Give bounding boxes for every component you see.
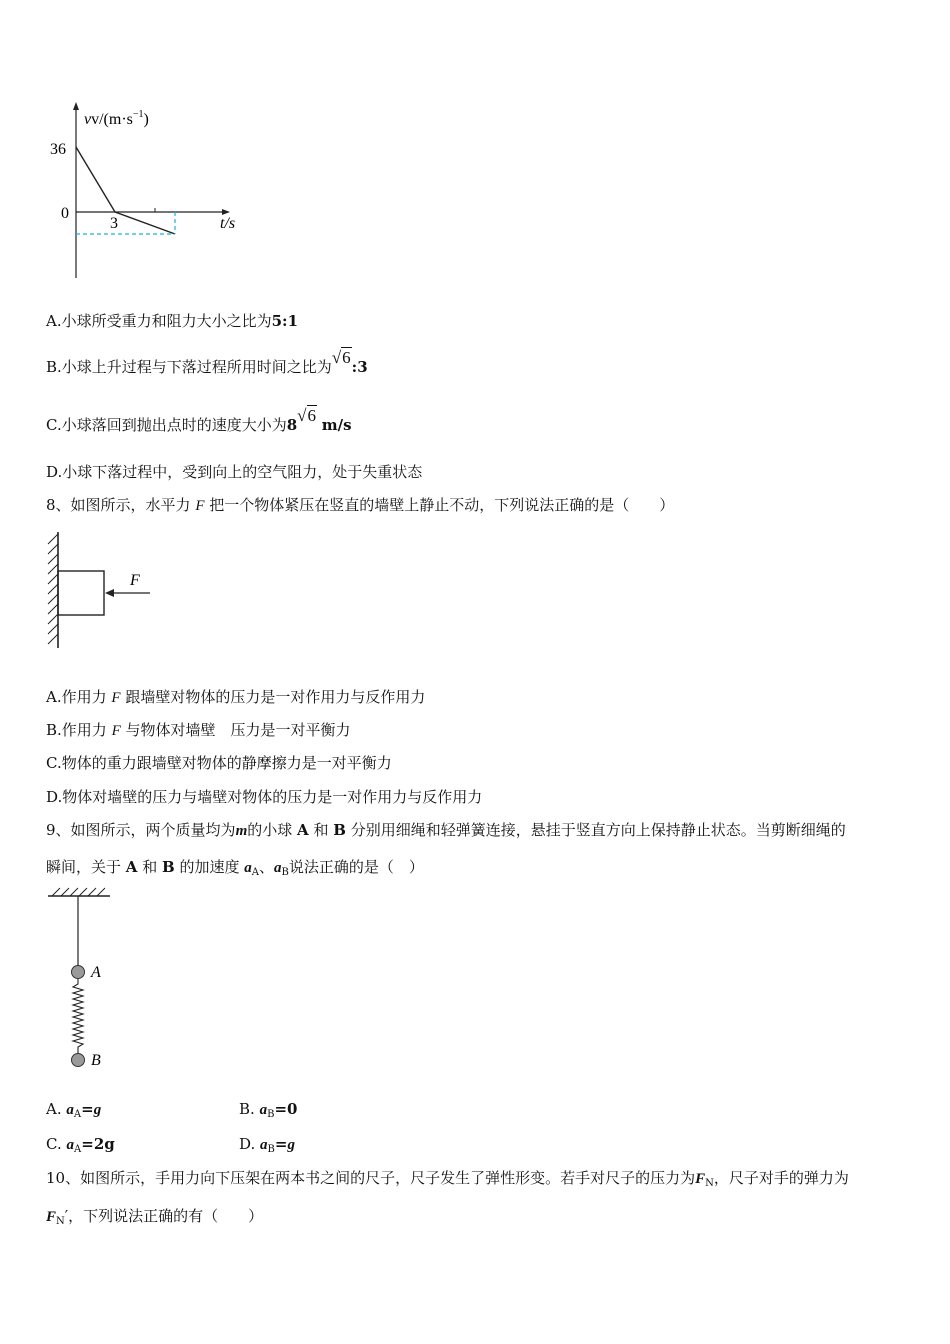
q9-option-b: B. $a_B=0$ xyxy=(239,1100,298,1120)
tick-label-3: 3 xyxy=(110,215,118,232)
velocity-time-graph xyxy=(40,100,260,290)
descent-segment xyxy=(115,212,175,234)
y-axis-arrow xyxy=(73,102,79,110)
label-b: B xyxy=(91,1052,101,1069)
q7-option-b: B.小球上升过程与下落过程所用时间之比为√6:3 xyxy=(46,348,368,376)
q8-option-d: D.物体对墙壁的压力与墙壁对物体的压力是一对作用力与反作用力 xyxy=(46,788,483,806)
spring xyxy=(73,979,83,1053)
q8-option-a: A.作用力 F 跟墙壁对物体的压力是一对作用力与反作用力 xyxy=(46,688,426,706)
ball-b xyxy=(72,1054,85,1067)
y-axis-label: $vv/(m\cdot s^{-1})$ xyxy=(84,109,149,128)
sqrt-symbol: √6 xyxy=(297,406,317,425)
q10-stem-line1: 10、如图所示，手用力向下压架在两本书之间的尺子，尺子发生了弹性形变。若手对尺子的压力为$F_N$，尺子对手的弹力为 xyxy=(46,1169,849,1189)
q8-option-b: B.作用力 F 与物体对墙壁 压力是一对平衡力 xyxy=(46,721,351,739)
q9-option-a: A. $a_A=g$ xyxy=(46,1100,102,1120)
q7-option-c: C.小球落回到抛出点时的速度大小为8√6 m/s xyxy=(46,406,352,434)
q7-option-a: A.小球所受重力和阻力大小之比为5:1 xyxy=(46,312,299,330)
q8-stem: 8、如图所示，水平力 F 把一个物体紧压在竖直的墙壁上静止不动，下列说法正确的是（ ） xyxy=(46,496,675,514)
force-label: F xyxy=(130,572,140,589)
x-axis-label: t/s xyxy=(220,215,236,232)
q10-stem-line2: $F_N'$，下列说法正确的有（ ） xyxy=(46,1207,264,1227)
spring-ball-diagram xyxy=(40,884,130,1074)
q8-option-c: C.物体的重力跟墙壁对物体的静摩擦力是一对平衡力 xyxy=(46,754,392,772)
tick-label-0: 0 xyxy=(61,205,69,222)
q9-stem-line1: 9、如图所示，两个质量均为m的小球 A 和 B 分别用细绳和轻弹簧连接，悬挂于竖直方向上保持静止状态。当剪断细绳的 xyxy=(46,821,846,839)
q9-option-c: C. $a_A=2g$ xyxy=(46,1135,115,1155)
force-arrow-head xyxy=(105,589,114,597)
tick-label-36: 36 xyxy=(50,141,66,158)
q9-option-d: D. $a_B=g$ xyxy=(239,1135,295,1155)
ball-a xyxy=(72,966,85,979)
label-a: A xyxy=(91,964,101,981)
wall-hatching xyxy=(48,534,58,644)
ceiling-hatching xyxy=(52,888,105,896)
q7-option-d: D.小球下落过程中，受到向上的空气阻力，处于失重状态 xyxy=(46,463,423,481)
ascent-segment xyxy=(76,147,115,212)
q9-stem-line2: 瞬间，关于 A 和 B 的加速度 $a_A$、$a_B$说法正确的是（ ） xyxy=(46,858,424,878)
sqrt-symbol: √6 xyxy=(331,348,351,367)
wall-block-diagram xyxy=(40,528,170,653)
block xyxy=(58,571,104,615)
